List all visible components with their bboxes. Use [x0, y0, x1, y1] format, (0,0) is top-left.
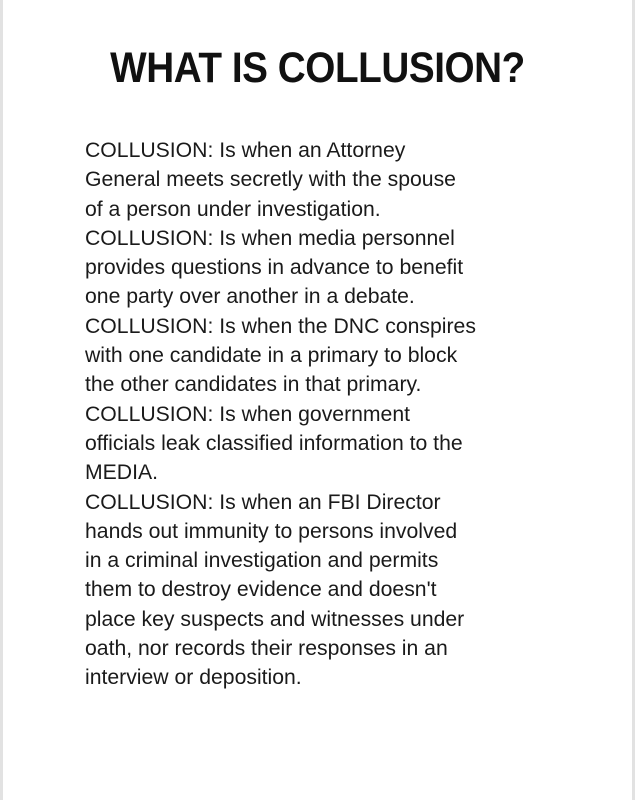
text-line: COLLUSION: Is when an Attorney	[85, 139, 406, 162]
text-line: provides questions in advance to benefit	[85, 256, 464, 280]
text-line: COLLUSION: Is when an FBI Director	[85, 490, 441, 514]
text-line: COLLUSION: Is when the DNC conspires	[85, 314, 476, 338]
text-line: them to destroy evidence and doesn't	[85, 578, 437, 602]
text-line: officials leak classified information to the	[85, 431, 463, 455]
text-line: of a person under investigation.	[85, 197, 381, 221]
text-line: place key suspects and witnesses under	[85, 607, 465, 631]
text-line: interview or deposition.	[85, 666, 302, 690]
text-line: COLLUSION: Is when media personnel	[85, 226, 455, 250]
text-line: General meets secretly with the spouse	[85, 168, 456, 192]
text-line: in a criminal investigation and permits	[85, 549, 439, 573]
text-line: with one candidate in a primary to block	[85, 344, 458, 368]
text-line: one party over another in a debate.	[85, 285, 415, 309]
text-line: COLLUSION: Is when government	[85, 402, 411, 426]
text-line: hands out immunity to persons involved	[85, 519, 458, 543]
page-title: WHAT IS COLLUSION?	[110, 44, 525, 92]
body-text	[85, 136, 585, 693]
text-line: MEDIA.	[85, 461, 158, 485]
text-line: the other candidates in that primary.	[85, 373, 422, 397]
text-line: oath, nor records their responses in an	[85, 637, 448, 661]
